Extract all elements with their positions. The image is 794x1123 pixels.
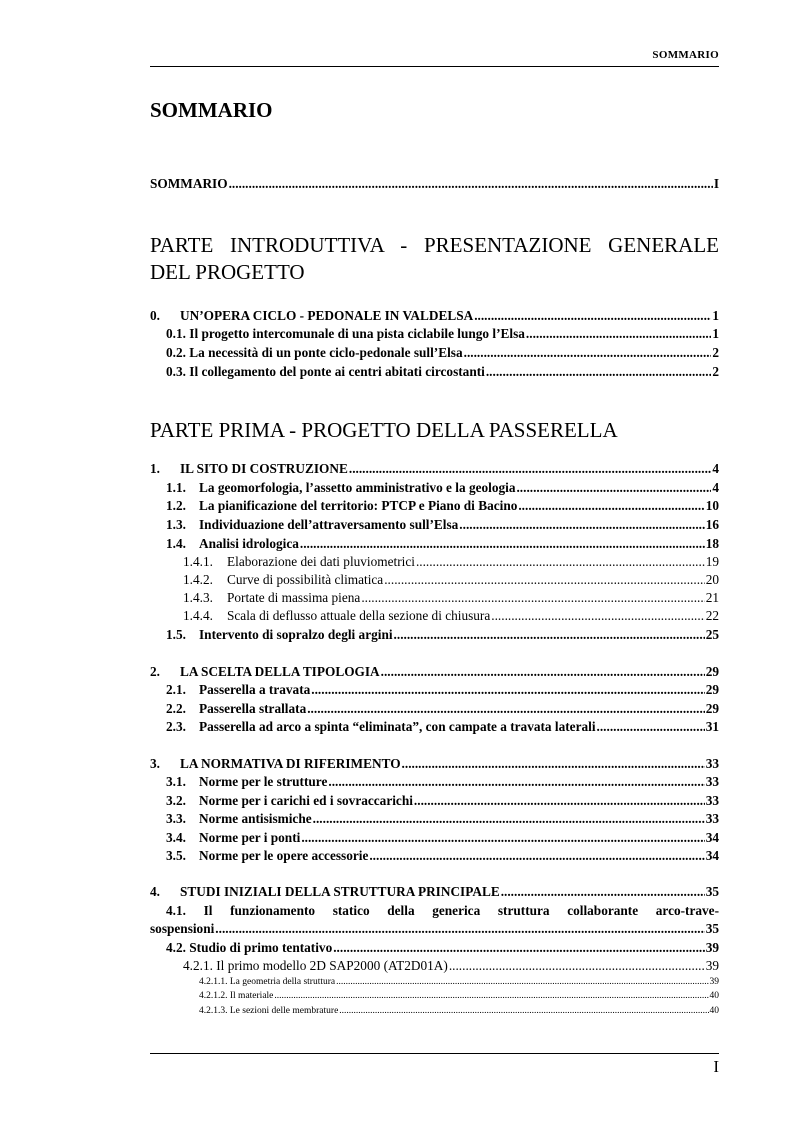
toc-entry-section-1-5[interactable]: 1.5. Intervento di sopralzo degli argini ..... 25 [166, 627, 719, 643]
toc-entry-section-1[interactable]: 1. IL SITO DI COSTRUZIONE ..... 4 [150, 461, 719, 477]
toc-entry-section-0-2[interactable]: 0.2. La necessità di un ponte ciclo-pedonale sull’Elsa ..... 2 [166, 345, 719, 361]
toc-entry-section-1-4-2[interactable]: 1.4.2. Curve di possibilità climatica ..... 20 [183, 572, 719, 588]
toc-entry-section-3-4[interactable]: 3.4. Norme per i ponti ..... 34 [166, 830, 719, 846]
header-rule [150, 66, 719, 67]
toc-entry-section-1-1[interactable]: 1.1. La geomorfologia, l’assetto amministrativo e la geologia ..... 4 [166, 480, 719, 496]
toc-entry-section-4-2-1[interactable]: 4.2.1. Il primo modello 2D SAP2000 (AT2D01A) ..... 39 [183, 958, 719, 974]
toc-entry-section-3-2[interactable]: 3.2. Norme per i carichi ed i sovraccarichi ..... 33 [166, 793, 719, 809]
toc-entry-section-1-4-3[interactable]: 1.4.3. Portate di massima piena ..... 21 [183, 590, 719, 606]
toc-entry-section-1-4-4[interactable]: 1.4.4. Scala di deflusso attuale della sezione di chiusura ..... 22 [183, 608, 719, 624]
toc-entry-section-4[interactable]: 4. STUDI INIZIALI DELLA STRUTTURA PRINCIPALE ..... 35 [150, 884, 719, 900]
page-title: SOMMARIO [150, 98, 273, 122]
toc-entry-section-4-2-1-1[interactable]: 4.2.1.1. La geometria della struttura ..... 39 [199, 977, 719, 987]
part-heading-intro: PARTE INTRODUTTIVA - PRESENTAZIONE GENERALE DEL PROGETTO [150, 233, 719, 284]
toc-entry-section-2-1[interactable]: 2.1. Passerella a travata ..... 29 [166, 682, 719, 698]
toc-entry-section-4-1-line1[interactable]: 4.1. Il funzionamento statico della generica struttura collaborante arco-trave- [166, 903, 719, 918]
toc-entry-section-4-2-1-2[interactable]: 4.2.1.2. Il materiale ..... 40 [199, 991, 719, 1001]
toc-entry-section-1-3[interactable]: 1.3. Individuazione dell’attraversamento sull’Elsa ..... 16 [166, 517, 719, 533]
toc-entry-section-4-2[interactable]: 4.2. Studio di primo tentativo ..... 39 [166, 940, 719, 956]
toc-entry-sommario[interactable]: SOMMARIO ..... I [150, 176, 719, 192]
toc-entry-section-3[interactable]: 3. LA NORMATIVA DI RIFERIMENTO ..... 33 [150, 756, 719, 772]
toc-entry-section-1-4[interactable]: 1.4. Analisi idrologica ..... 18 [166, 536, 719, 552]
toc-entry-section-3-3[interactable]: 3.3. Norme antisismiche ..... 33 [166, 811, 719, 827]
part-heading-first: PARTE PRIMA - PROGETTO DELLA PASSERELLA [150, 418, 618, 442]
footer-rule [150, 1053, 719, 1054]
toc-entry-section-2[interactable]: 2. LA SCELTA DELLA TIPOLOGIA ..... 29 [150, 664, 719, 680]
toc-entry-section-0[interactable]: 0. UN’OPERA CICLO - PEDONALE IN VALDELSA ..... 1 [150, 308, 719, 324]
toc-entry-section-0-1[interactable]: 0.1. Il progetto intercomunale di una pista ciclabile lungo l’Elsa ..... 1 [166, 326, 719, 342]
toc-entry-section-4-2-1-3[interactable]: 4.2.1.3. Le sezioni delle membrature ..... 40 [199, 1006, 719, 1016]
page-number: I [713, 1057, 719, 1076]
toc-entry-section-1-2[interactable]: 1.2. La pianificazione del territorio: PTCP e Piano di Bacino ..... 10 [166, 498, 719, 514]
toc-entry-section-4-1[interactable]: sospensioni ..... 35 [150, 921, 719, 937]
toc-entry-section-2-2[interactable]: 2.2. Passerella strallata ..... 29 [166, 701, 719, 717]
toc-entry-section-3-1[interactable]: 3.1. Norme per le strutture ..... 33 [166, 774, 719, 790]
toc-entry-section-2-3[interactable]: 2.3. Passerella ad arco a spinta “eliminata”, con campate a travata laterali ..... 31 [166, 719, 719, 735]
toc-entry-section-0-3[interactable]: 0.3. Il collegamento del ponte ai centri abitati circostanti ..... 2 [166, 364, 719, 380]
toc-entry-section-3-5[interactable]: 3.5. Norme per le opere accessorie ..... 34 [166, 848, 719, 864]
toc-entry-section-1-4-1[interactable]: 1.4.1. Elaborazione dei dati pluviometrici ..... 19 [183, 554, 719, 570]
running-header: SOMMARIO [652, 49, 719, 61]
